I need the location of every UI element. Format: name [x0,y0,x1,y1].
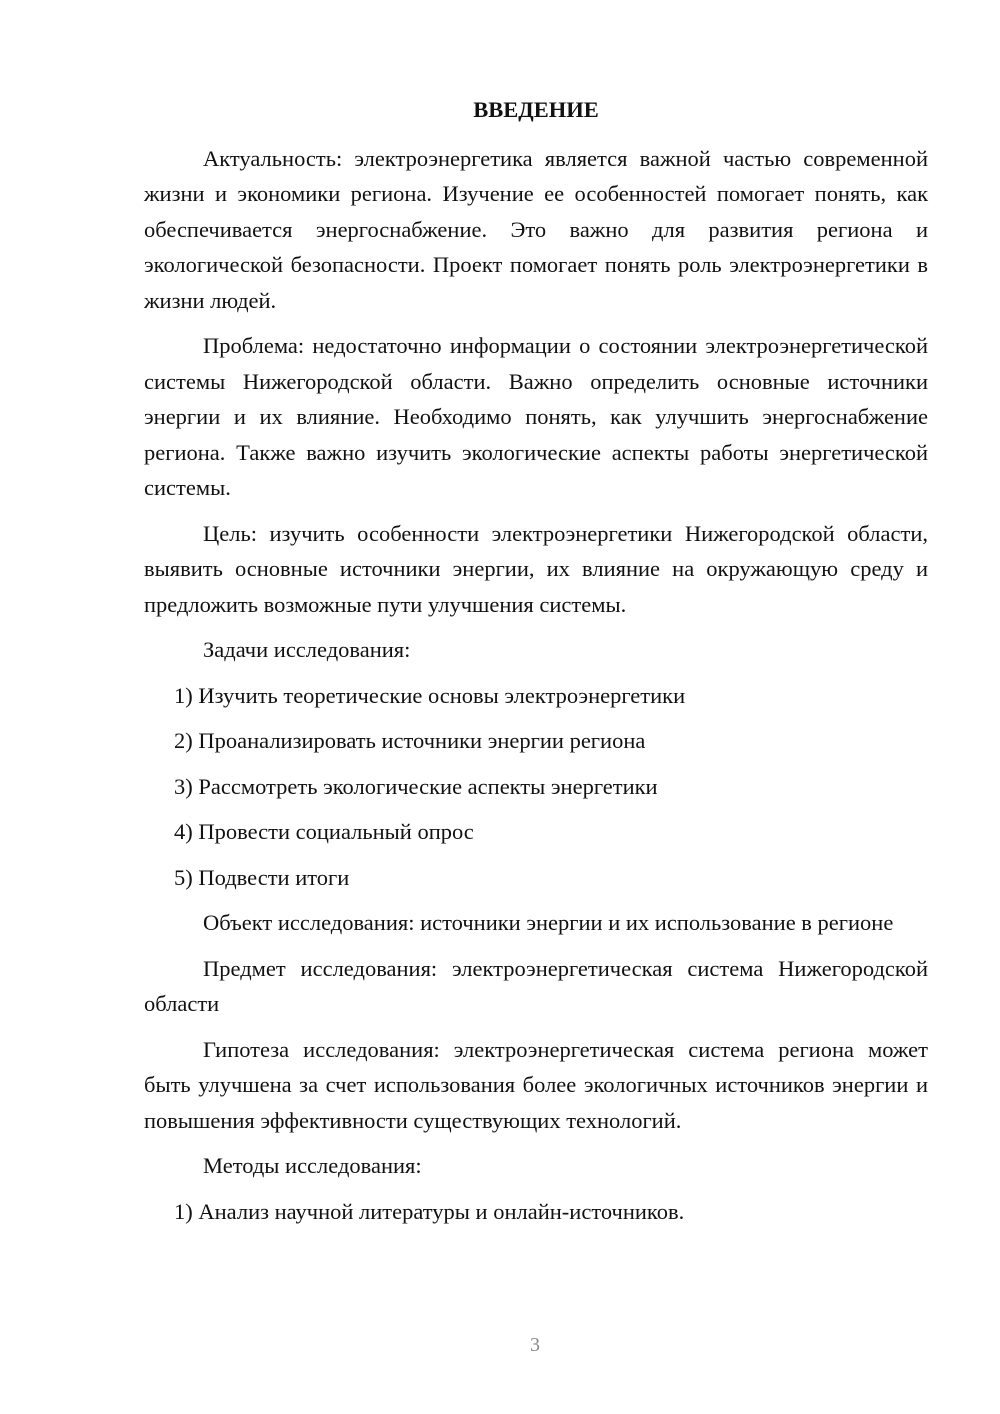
task-item-1: 1) Изучить теоретические основы электроэнергетики [174,682,686,708]
task-item-5: 5) Подвести итоги [174,864,350,890]
paragraph-goal: Цель: изучить особенности электроэнергетики Нижегородской области, выявить основные источники энергии, их влияние на окружающую среду и предложить возможные пути улучшения системы. [144,520,928,617]
page-content [144,92,928,1239]
methods-heading: Методы исследования: [203,1153,422,1178]
page-title: ВВЕДЕНИЕ [473,97,599,122]
paragraph-object: Объект исследования: источники энергии и их использование в регионе [203,910,894,935]
method-item-1: 1) Анализ научной литературы и онлайн-источников. [174,1198,685,1224]
tasks-heading: Задачи исследования: [203,637,411,662]
task-item-2: 2) Проанализировать источники энергии региона [174,728,646,753]
paragraph-problem: Проблема: недостаточно информации о состоянии электроэнергетической системы Нижегородской области. Важно определить основные источники энергии и их влияние. Необходимо понять, как улучшить энергоснабжение региона. Также важно изучить экологические аспекты работы энергетической системы. [144,333,928,500]
paragraph-subject: Предмет исследования: электроэнергетическая система Нижегородской области [144,955,928,1016]
page-number: 3 [530,1334,540,1356]
paragraph-relevance: Актуальность: электроэнергетика является важной частью современной жизни и экономики региона. Изучение ее особенностей помогает понять, как обеспечивается энергоснабжение. Это важно для развития региона и экологической безопасности. Проект помогает понять роль электроэнергетики в жизни людей. [144,145,928,313]
task-item-3: 3) Рассмотреть экологические аспекты энергетики [174,773,658,799]
task-item-4: 4) Провести социальный опрос [174,819,474,844]
paragraph-hypothesis: Гипотеза исследования: электроэнергетическая система региона может быть улучшена за счет использования более экологичных источников энергии и повышения эффективности существующих технологий. [144,1036,928,1133]
